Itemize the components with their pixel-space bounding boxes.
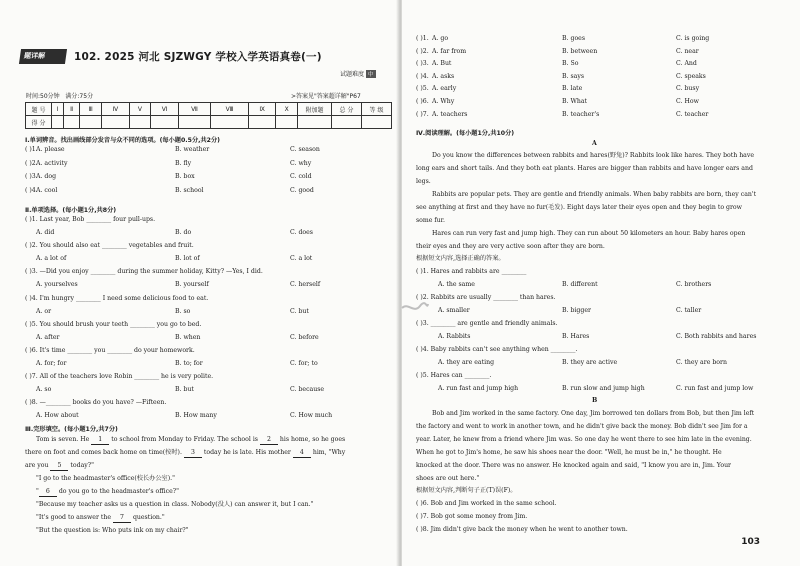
cloze-option-number: ( )3. (416, 60, 429, 68)
tf-question-6: ( )6. Bob and Jim worked in the same school. (416, 500, 557, 507)
cloze-option-b: B. So (562, 60, 579, 68)
score-cell: Ⅵ (151, 103, 179, 116)
cloze-line-3: are you 5 today?" (25, 462, 94, 469)
cloze-option-a: A. teachers (432, 110, 468, 118)
phonics-option-b: B. fly (175, 159, 192, 167)
passage-b-l3: year. Later, he knew from a friend where Jim was. So one day he went there to see him late in the evening. (416, 436, 752, 443)
cloze-blank-6[interactable]: 6 (39, 488, 57, 497)
score-cell: 总 分 (332, 103, 362, 116)
cloze-blank-2[interactable]: 2 (260, 436, 278, 445)
score-input-cell[interactable] (52, 116, 64, 129)
rq5-option-a: A. run fast and jump high (438, 385, 519, 392)
mc-q8-option-c: C. How much (290, 412, 333, 419)
score-input-cell[interactable] (80, 116, 102, 129)
cloze-line-4: "I go to the headmaster's office(校长办公室)." (36, 475, 175, 482)
mc-q3-option-b: B. yourself (175, 281, 209, 288)
phonics-question-number: ( )4. (25, 186, 38, 194)
mc-q5-option-c: C. before (290, 334, 319, 341)
passage-a-p1-l2: long ears and short tails. And they both eat plants. Hares are bigger than rabbits and have longer ears and (416, 165, 753, 172)
phonics-option-a: A. dog (36, 173, 57, 180)
mc-q6-option-a: A. for; for (36, 360, 67, 367)
exam-meta (26, 91, 93, 100)
mc-question-8: ( )8. —________ books do you have? —Fifteen. (25, 399, 167, 406)
section-1-heading: Ⅰ.单词辨音。找出画线部分发音与众不同的选项。(每小题0.5分,共2分) (25, 137, 220, 144)
passage-a-p1-l1: Do you know the differences between rabbits and hares(野兔)? Rabbits look like hares. They both have (432, 152, 755, 159)
score-row-label: 得 分 (26, 116, 52, 129)
mc-question-4: ( )4. I'm hungry ________ I need some delicious food to eat. (25, 295, 209, 302)
difficulty (340, 69, 376, 78)
reading-question-1: ( )1. Hares and rabbits are ________ (416, 268, 527, 275)
cloze-option-c: C. How (676, 98, 699, 105)
mc-q2-option-a: A. a lot of (36, 255, 67, 262)
cloze-option-c: C. teacher (676, 110, 709, 118)
phonics-question-number: ( )3. (25, 173, 38, 180)
cloze-blank-4[interactable]: 4 (293, 449, 311, 458)
cloze-option-number: ( )6. (416, 98, 429, 105)
score-input-cell[interactable] (211, 116, 249, 129)
cloze-option-c: C. speaks (676, 72, 706, 80)
passage-b-instruction: 根据短文内容,判断句子正(T)误(F)。 (416, 487, 517, 494)
rq3-option-b: B. Hares (562, 333, 590, 340)
score-cell: 题 号 (26, 103, 52, 116)
rq2-option-b: B. bigger (562, 307, 591, 314)
passage-b-l4: When he got to Jim's home, he saw his shoes near the door. "Well, he must be in," he thought. He (416, 449, 722, 456)
rq4-option-c: C. they are born (676, 359, 727, 366)
score-cell: Ⅷ (211, 103, 249, 116)
rq1-option-b: B. different (562, 281, 598, 288)
reading-question-3: ( )3. ________ are gentle and friendly animals. (416, 320, 558, 327)
cloze-line-6: "Because my teacher asks us a question in class. Nobody(没人) can answer it, but I can." (36, 501, 314, 508)
cloze-option-c: C. is going (676, 35, 710, 42)
score-input-cell[interactable] (178, 116, 211, 129)
passage-b-l6: shoes are out here." (416, 475, 480, 482)
score-input-cell[interactable] (362, 116, 392, 129)
mc-question-3: ( )3. —Did you enjoy ________ during the summer holiday, Kitty? —Yes, I did. (25, 268, 263, 275)
cloze-option-number: ( )7. (416, 110, 429, 118)
passage-a-instruction: 根据短文内容,选择正确的答案。 (416, 255, 505, 262)
phonics-option-b: B. box (175, 173, 195, 180)
pencil-mark (400, 300, 430, 318)
phonics-question-number: ( )2. (25, 159, 38, 167)
cloze-option-number: ( )5. (416, 85, 429, 93)
section-logo: 题详解 (19, 49, 67, 64)
score-input-cell[interactable] (298, 116, 332, 129)
answer-reference: >答案见"答案超详解"P67 (291, 93, 361, 100)
cloze-option-b: B. goes (562, 35, 586, 42)
rq4-option-a: A. they are eating (438, 359, 495, 366)
cloze-line-8: "But the question is: Who puts ink on my chair?" (36, 527, 189, 534)
cloze-option-c: C. And (676, 60, 697, 68)
cloze-line-7: "It's good to answer the 7 question." (36, 514, 165, 521)
page-number: 103 (741, 537, 760, 547)
cloze-option-number: ( )4. (416, 72, 429, 80)
mc-question-7: ( )7. All of the teachers love Robin ________ he is very polite. (25, 373, 214, 380)
mc-q2-option-c: C. a lot (290, 255, 313, 262)
cloze-option-number: ( )2. (416, 47, 429, 55)
passage-b-label: B (592, 397, 598, 404)
score-input-cell[interactable] (129, 116, 151, 129)
cloze-blank-1[interactable]: 1 (91, 436, 109, 445)
cloze-option-b: B. late (562, 85, 583, 93)
score-cell: Ⅲ (80, 103, 102, 116)
phonics-option-c: C. season (290, 146, 320, 153)
reading-question-5: ( )5. Hares can ________. (416, 372, 492, 379)
rq3-option-a: A. Rabbits (438, 333, 471, 340)
mc-q8-option-a: A. How about (36, 412, 79, 419)
score-cell: Ⅰ (52, 103, 64, 116)
score-cell: 等 级 (362, 103, 392, 116)
mc-q4-option-b: B. so (175, 308, 191, 315)
score-input-cell[interactable] (276, 116, 298, 129)
mc-q5-option-b: B. when (175, 334, 201, 341)
score-input-cell[interactable] (248, 116, 275, 129)
cloze-blank-3[interactable]: 3 (184, 449, 202, 458)
mc-q2-option-b: B. lot of (175, 255, 200, 262)
passage-b-l5: knocked at the door. There was no answer. He knocked again and said, "I know you are in, Jim. Your (416, 462, 732, 469)
cloze-option-a: A. early (432, 85, 457, 93)
phonics-option-c: C. good (290, 186, 314, 194)
mc-q5-option-a: A. after (36, 334, 60, 341)
score-cell: Ⅶ (178, 103, 211, 116)
cloze-option-b: B. between (562, 47, 598, 55)
passage-a-p3-l2: their eyes and they are very active soon after they are born. (416, 243, 605, 250)
mc-q7-option-a: A. so (36, 386, 52, 393)
cloze-option-a: A. far from (432, 47, 467, 55)
difficulty-badge: 中 (368, 72, 374, 78)
score-cell: Ⅱ (63, 103, 80, 116)
score-input-cell[interactable] (63, 116, 80, 129)
rq1-option-a: A. the same (438, 281, 475, 288)
passage-a-p1-l3: legs. (416, 178, 431, 185)
score-cell: Ⅳ (102, 103, 130, 116)
cloze-option-a: A. go (432, 35, 449, 42)
full-score: 满分:75分 (65, 93, 94, 100)
mc-q8-option-b: B. How many (175, 412, 217, 419)
mc-q7-option-c: C. because (290, 386, 325, 393)
cloze-option-a: A. Why (432, 98, 455, 105)
mc-q7-option-b: B. but (175, 386, 194, 393)
rq5-option-c: C. run fast and jump low (676, 385, 754, 392)
phonics-option-b: B. school (175, 186, 204, 194)
rq1-option-c: C. brothers (676, 281, 712, 288)
mc-q6-option-c: C. for; to (290, 360, 318, 367)
cloze-line-1: Tom is seven. He 1 to school from Monday to Friday. The school is 2 his home, so he goes (36, 436, 346, 443)
score-table (25, 102, 392, 129)
score-cell: 附加题 (298, 103, 332, 116)
cloze-blank-5[interactable]: 5 (50, 462, 68, 471)
passage-a-p2-l1: Rabbits are popular pets. They are gentle and friendly animals. When baby rabbits are born, they can't (432, 191, 757, 198)
right-page (402, 0, 800, 566)
cloze-option-number: ( )1. (416, 35, 429, 42)
cloze-option-a: A. asks (432, 72, 455, 80)
cloze-blank-7[interactable]: 7 (113, 514, 131, 523)
cloze-option-c: C. near (676, 47, 699, 55)
mc-q4-option-c: C. but (290, 308, 309, 315)
rq2-option-a: A. smaller (438, 307, 470, 314)
exam-title: 102. 2025 河北 SJZWGY 学校入学英语真卷(一) (74, 51, 322, 63)
score-input-cell[interactable] (332, 116, 362, 129)
score-table-score-row (26, 116, 392, 129)
rq3-option-c: C. Both rabbits and hares (676, 333, 757, 340)
passage-b-l2: the factory and went to work in another town, and he didn't give back the money. Bob didn't see Jim for a (416, 423, 748, 430)
phonics-question-number: ( )1. (25, 146, 38, 153)
mc-q3-option-a: A. yourselves (36, 281, 78, 288)
section-3-heading: Ⅲ.完形填空。(每小题1分,共7分) (25, 426, 118, 433)
left-page (0, 0, 398, 566)
mc-question-5: ( )5. You should brush your teeth ________ you go to bed. (25, 321, 202, 328)
reading-question-2: ( )2. Rabbits are usually ________ than hares. (416, 294, 556, 301)
score-cell: Ⅸ (248, 103, 275, 116)
time-limit: 时间:50分钟 (26, 93, 60, 100)
rq2-option-c: C. taller (676, 307, 702, 314)
phonics-option-a: A. activity (36, 159, 68, 167)
mc-question-1: ( )1. Last year, Bob ________ four pull-ups. (25, 216, 156, 223)
phonics-option-b: B. weather (175, 146, 210, 153)
phonics-option-a: A. cool (36, 186, 58, 194)
phonics-option-c: C. why (290, 159, 312, 167)
section-4-heading: Ⅳ.阅读理解。(每小题1分,共10分) (416, 130, 515, 137)
cloze-option-b: B. teacher's (562, 110, 600, 118)
difficulty-label: 试题难度 (340, 71, 365, 78)
passage-b-l1: Bob and Jim worked in the same factory. One day, Jim borrowed ten dollars from Bob, but then Jim left (432, 410, 755, 417)
passage-a-label: A (592, 140, 597, 147)
cloze-option-c: C. busy (676, 85, 700, 93)
cloze-line-2: there on foot and comes back home on time(按时). 3 today he is late. His mother 4 him, "Why (25, 449, 346, 456)
mc-q4-option-a: A. or (36, 308, 52, 315)
score-cell: Ⅴ (129, 103, 151, 116)
passage-a-p3-l1: Hares can run very fast and jump high. They can run about 50 kilometers an hour. Baby hares open (432, 230, 746, 237)
score-table-header-row (26, 103, 392, 116)
rq5-option-b: B. run slow and jump high (562, 385, 645, 392)
passage-a-p2-l3: some fur. (416, 217, 445, 224)
rq4-option-b: B. they are active (562, 359, 618, 366)
score-cell: Ⅹ (276, 103, 298, 116)
reading-question-4: ( )4. Baby rabbits can't see anything when ________. (416, 346, 578, 353)
mc-q6-option-b: B. to; for (175, 360, 203, 367)
section-2-heading: Ⅱ.单项选择。(每小题1分,共8分) (25, 207, 117, 214)
score-input-cell[interactable] (151, 116, 179, 129)
mc-q1-option-a: A. did (36, 229, 55, 236)
tf-question-7: ( )7. Bob got some money from Jim. (416, 513, 528, 520)
cloze-line-5: " 6 do you go to the headmaster's office?" (36, 488, 179, 495)
passage-a-p2-l2: see anything at first and they have no fur(毛发). Eight days later their eyes open and they begin to grow (416, 204, 742, 211)
mc-q1-option-c: C. does (290, 229, 313, 236)
mc-question-2: ( )2. You should also eat ________ vegetables and fruit. (25, 242, 194, 249)
score-input-cell[interactable] (102, 116, 130, 129)
cloze-option-b: B. What (562, 98, 588, 105)
tf-question-8: ( )8. Jim didn't give back the money when he went to another town. (416, 526, 628, 533)
cloze-option-b: B. says (562, 72, 585, 80)
mc-q1-option-b: B. do (175, 229, 192, 236)
cloze-option-a: A. But (432, 60, 452, 68)
mc-q3-option-c: C. herself (290, 281, 321, 288)
phonics-option-a: A. please (36, 146, 65, 153)
phonics-option-c: C. cold (290, 173, 312, 180)
mc-question-6: ( )6. It's time ________ you ________ do your homework. (25, 347, 195, 354)
